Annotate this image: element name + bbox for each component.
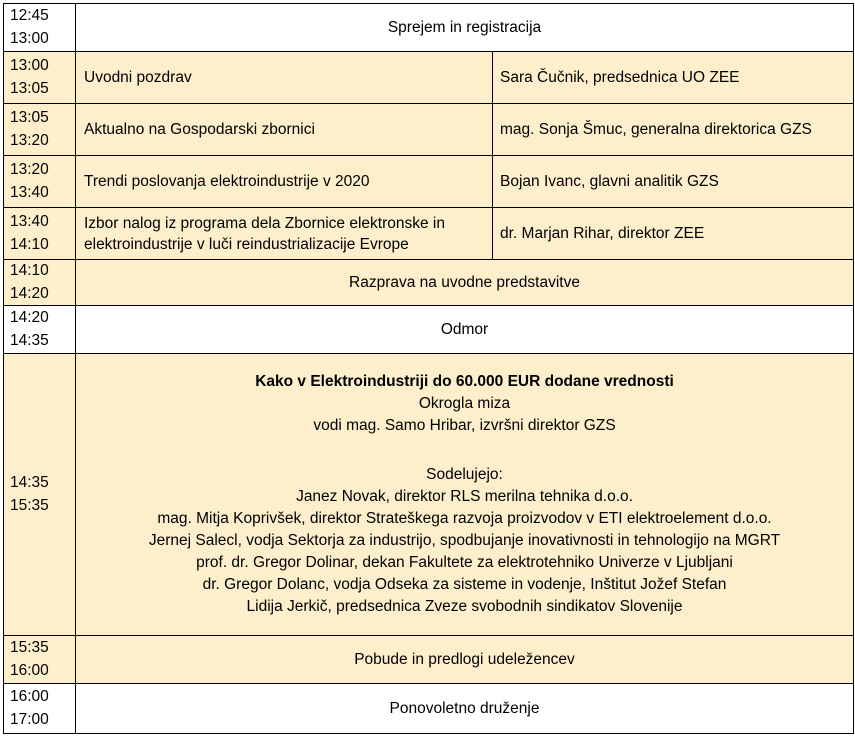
round-table-panel: [76, 354, 854, 636]
start-time: 16:00: [10, 688, 49, 705]
table-row: [4, 260, 854, 306]
table-row: [4, 208, 854, 260]
end-time: 13:05: [10, 79, 49, 97]
start-time: 12:45: [10, 7, 49, 24]
table-row: [4, 306, 854, 354]
time-cell: [4, 208, 76, 260]
participants-label: Sodelujejo:: [426, 465, 503, 483]
start-time: 13:00: [10, 57, 49, 74]
time-cell: [4, 4, 76, 52]
agenda-item-title: Odmor: [76, 306, 854, 354]
table-row: [4, 354, 854, 636]
time-cell: [4, 260, 76, 306]
start-time: 13:20: [10, 161, 49, 178]
speaker-cell: dr. Marjan Rihar, direktor ZEE: [493, 208, 854, 260]
speaker-cell: Sara Čučnik, predsednica UO ZEE: [493, 52, 854, 104]
speaker-cell: Bojan Ivanc, glavni analitik GZS: [493, 156, 854, 208]
time-cell: [4, 52, 76, 104]
table-row: [4, 156, 854, 208]
agenda-item-title: Izbor nalog iz programa dela Zbornice elektronske in elektroindustrije v luči reindustrializacije Evrope: [76, 208, 493, 260]
start-time: 13:05: [10, 109, 49, 126]
end-time: 15:35: [10, 496, 49, 514]
time-cell: [4, 306, 76, 354]
end-time: 17:00: [10, 710, 49, 728]
start-time: 14:35: [10, 474, 49, 491]
participant: mag. Mitja Koprivšek, direktor Strateškega razvoja proizvodov v ETI elektroelement d.o.o.: [157, 509, 772, 527]
start-time: 15:35: [10, 639, 49, 656]
panel-subtitle: Okrogla miza: [418, 395, 511, 413]
panel-moderator: vodi mag. Samo Hribar, izvršni direktor GZS: [313, 417, 616, 435]
end-time: 14:35: [10, 331, 49, 349]
participant: Janez Novak, direktor RLS merilna tehnika d.o.o.: [296, 487, 633, 505]
participant: dr. Gregor Dolanc, vodja Odseka za sisteme in vodenje, Inštitut Jožef Stefan: [202, 575, 727, 593]
panel-title: Kako v Elektroindustriji do 60.000 EUR dodane vrednosti: [255, 373, 674, 391]
spacer: [82, 437, 847, 464]
participant: prof. dr. Gregor Dolinar, dekan Fakultete za elektrotehniko Univerze v Ljubljani: [196, 553, 733, 571]
end-time: 13:00: [10, 29, 49, 47]
time-cell: [4, 636, 76, 684]
agenda-item-title: Razprava na uvodne predstavitve: [76, 260, 854, 306]
agenda-item-title: Sprejem in registracija: [76, 4, 854, 52]
agenda-item-title: Trendi poslovanja elektroindustrije v 2020: [76, 156, 493, 208]
speaker-cell: mag. Sonja Šmuc, generalna direktorica GZS: [493, 104, 854, 156]
end-time: 16:00: [10, 661, 49, 679]
start-time: 14:20: [10, 309, 49, 326]
agenda-item-title: Ponovoletno druženje: [76, 684, 854, 734]
start-time: 13:40: [10, 213, 49, 230]
table-row: [4, 636, 854, 684]
end-time: 13:20: [10, 131, 49, 149]
end-time: 14:10: [10, 235, 49, 253]
end-time: 13:40: [10, 183, 49, 201]
time-cell: [4, 104, 76, 156]
agenda-item-title: Uvodni pozdrav: [76, 52, 493, 104]
start-time: 14:10: [10, 262, 49, 279]
program-table: [3, 3, 854, 734]
table-row: [4, 52, 854, 104]
table-row: [4, 4, 854, 52]
time-cell: [4, 354, 76, 636]
time-cell: [4, 684, 76, 734]
agenda-item-title: Pobude in predlogi udeležencev: [76, 636, 854, 684]
time-cell: [4, 156, 76, 208]
end-time: 14:20: [10, 284, 49, 302]
table-row: [4, 684, 854, 734]
participant: Lidija Jerkič, predsednica Zveze svobodnih sindikatov Slovenije: [246, 597, 683, 615]
agenda-item-title: Aktualno na Gospodarski zbornici: [76, 104, 493, 156]
participant: Jernej Salecl, vodja Sektorja za industrijo, spodbujanje inovativnosti in tehnologijo na MGRT: [148, 531, 781, 549]
table-row: [4, 104, 854, 156]
